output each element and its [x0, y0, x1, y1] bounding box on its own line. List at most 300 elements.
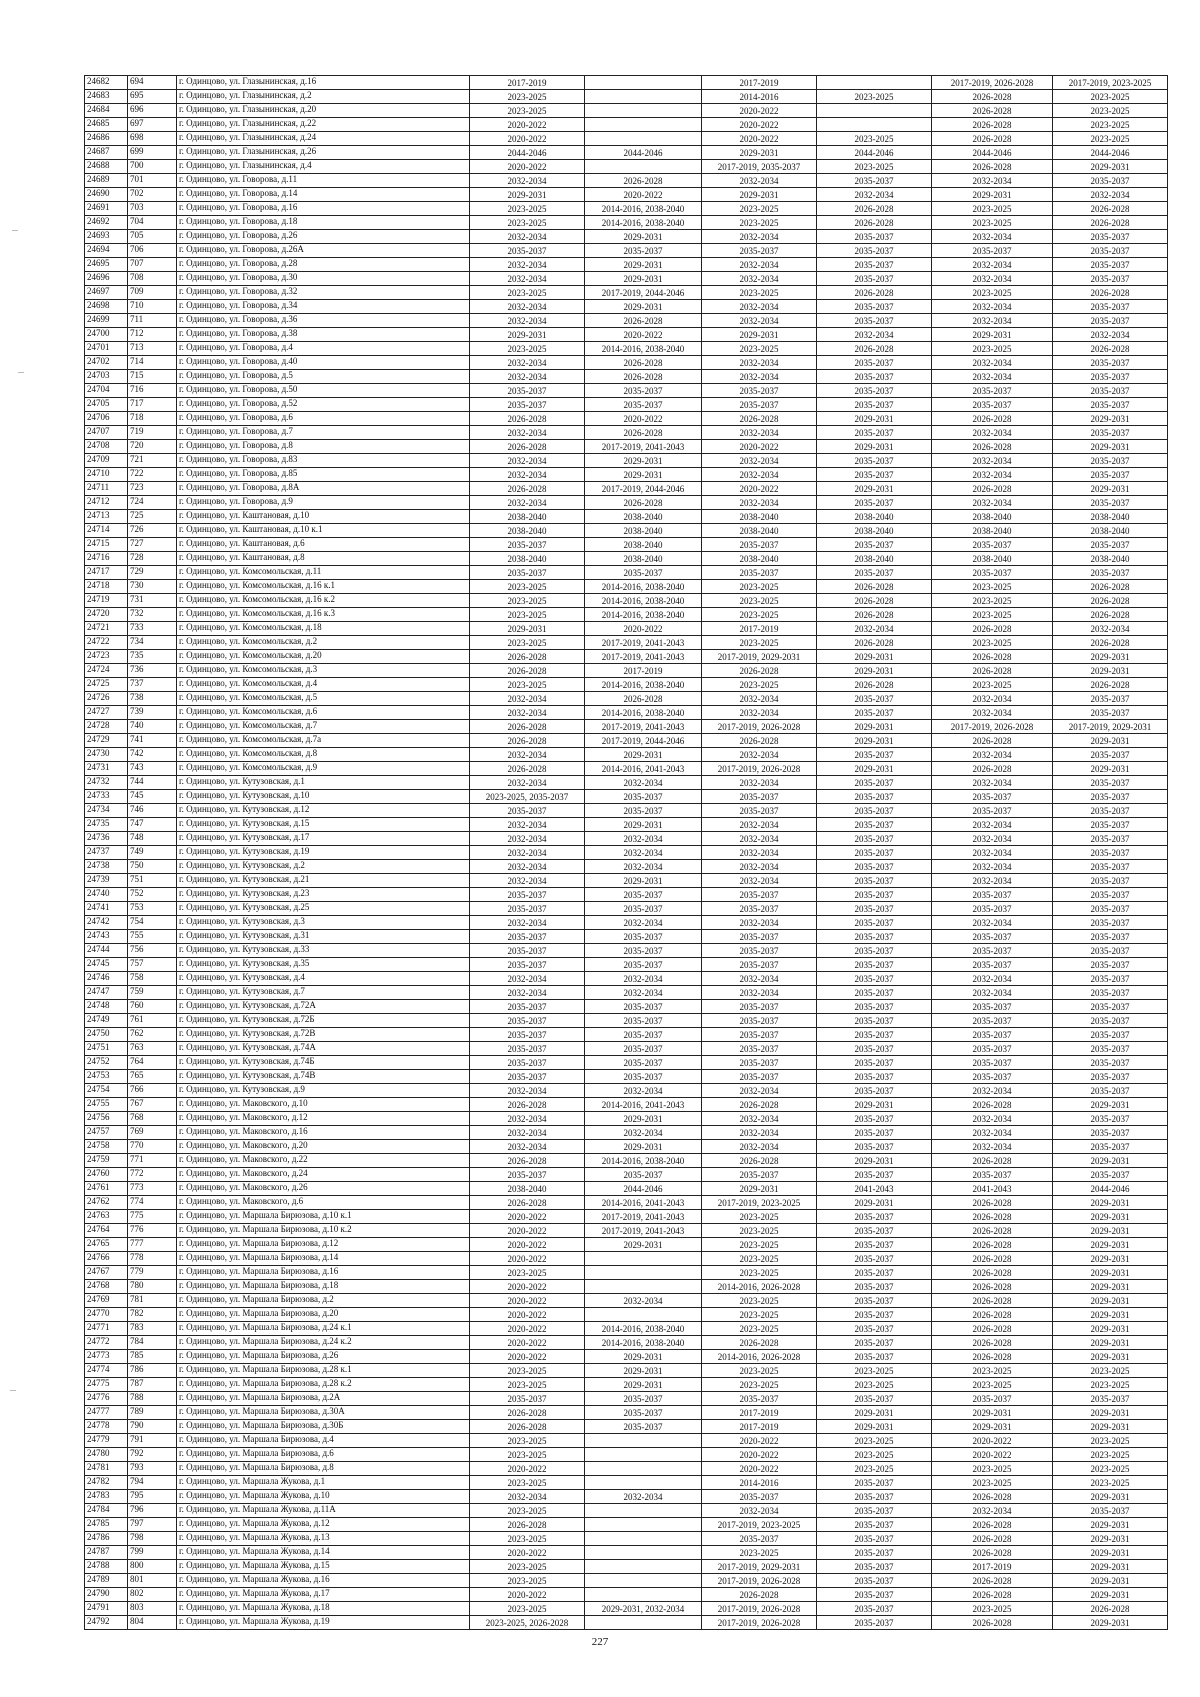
period-col-6-cell: [1053, 1336, 1168, 1350]
period-col-1-cell: [470, 202, 585, 216]
record-id-cell: [85, 678, 128, 692]
period-col-2-cell: [585, 356, 702, 370]
record-id: 24765: [87, 1238, 110, 1248]
period-col-1: 2026-2028: [507, 1422, 547, 1432]
period-col-4: 2035-2037: [854, 1044, 894, 1054]
record-id-cell: [85, 454, 128, 468]
table-row: [85, 146, 1168, 160]
row-number-cell: [128, 692, 177, 706]
period-col-3: 2017-2019, 2023-2025: [717, 1520, 801, 1530]
row-number-cell: [128, 384, 177, 398]
period-col-3-cell: [702, 762, 817, 776]
period-col-1-cell: [470, 608, 585, 622]
period-col-3-cell: [702, 1000, 817, 1014]
address-cell: [177, 286, 470, 300]
period-col-1: 2020-2022: [507, 1240, 547, 1250]
period-col-6: 2035-2037: [1090, 1044, 1130, 1054]
period-col-4: 2035-2037: [854, 1562, 894, 1572]
period-col-3-cell: [702, 636, 817, 650]
period-col-1: 2035-2037: [507, 904, 547, 914]
period-col-4-cell: [817, 1476, 932, 1490]
address-cell: [177, 818, 470, 832]
period-col-6-cell: [1053, 622, 1168, 636]
row-number-cell: [128, 1308, 177, 1322]
row-number: 804: [130, 1616, 144, 1626]
period-col-1: 2023-2025: [507, 204, 547, 214]
period-col-2: 2029-2031: [623, 1142, 663, 1152]
period-col-6: 2035-2037: [1090, 988, 1130, 998]
row-number-cell: [128, 762, 177, 776]
period-col-3-cell: [702, 650, 817, 664]
period-col-1-cell: [470, 132, 585, 146]
period-col-5: 2023-2025: [972, 610, 1012, 620]
period-col-1: 2023-2025: [507, 1478, 547, 1488]
period-col-3: 2023-2025: [739, 1240, 779, 1250]
period-col-5-cell: [932, 1378, 1053, 1392]
period-col-1-cell: [470, 1014, 585, 1028]
period-col-4-cell: [817, 1042, 932, 1056]
table-row: [85, 1532, 1168, 1546]
record-id-cell: [85, 1252, 128, 1266]
period-col-4-cell: [817, 104, 932, 118]
period-col-5: 2044-2046: [972, 148, 1012, 158]
period-col-1: 2035-2037: [507, 1170, 547, 1180]
period-col-5-cell: [932, 1364, 1053, 1378]
table-row: [85, 958, 1168, 972]
table-row: [85, 440, 1168, 454]
period-col-5-cell: [932, 1294, 1053, 1308]
period-col-6: 2023-2025: [1090, 120, 1130, 130]
period-col-1: 2026-2028: [507, 484, 547, 494]
period-col-6: 2044-2046: [1090, 1184, 1130, 1194]
period-col-3: 2023-2025: [739, 204, 779, 214]
row-number: 728: [130, 552, 144, 562]
row-number: 709: [130, 286, 144, 296]
row-number: 756: [130, 944, 144, 954]
period-col-6: 2029-2031: [1090, 1310, 1130, 1320]
address: г. Одинцово, ул. Кутузовская, д.17: [179, 832, 310, 842]
period-col-3: 2035-2037: [739, 1072, 779, 1082]
period-col-3: 2017-2019, 2026-2028: [717, 722, 801, 732]
address-cell: [177, 1168, 470, 1182]
period-col-5-cell: [932, 510, 1053, 524]
record-id: 24697: [87, 286, 110, 296]
period-col-3: 2023-2025: [739, 582, 779, 592]
address-cell: [177, 664, 470, 678]
period-col-2: 2032-2034: [623, 1128, 663, 1138]
period-col-5: 2035-2037: [972, 568, 1012, 578]
period-col-2-cell: [585, 1602, 702, 1616]
period-col-4: 2029-2031: [854, 722, 894, 732]
period-col-3-cell: [702, 818, 817, 832]
period-col-3: 2023-2025: [739, 596, 779, 606]
record-id-cell: [85, 986, 128, 1000]
period-col-6: 2029-2031: [1090, 1296, 1130, 1306]
period-col-1: 2032-2034: [507, 274, 547, 284]
row-number-cell: [128, 706, 177, 720]
table-row: [85, 916, 1168, 930]
period-col-6: 2029-2031: [1090, 1352, 1130, 1362]
period-col-5: 2032-2034: [972, 750, 1012, 760]
period-col-4: 2026-2028: [854, 680, 894, 690]
address-cell: [177, 1070, 470, 1084]
period-col-6: 2029-2031: [1090, 442, 1130, 452]
period-col-6-cell: [1053, 734, 1168, 748]
period-col-6-cell: [1053, 524, 1168, 538]
period-col-6: 2035-2037: [1090, 302, 1130, 312]
scan-artifact: [10, 1390, 16, 1391]
record-id-cell: [85, 1532, 128, 1546]
period-col-4: 2035-2037: [854, 1240, 894, 1250]
period-col-3: 2029-2031: [739, 148, 779, 158]
period-col-5: 2032-2034: [972, 456, 1012, 466]
period-col-2-cell: [585, 1196, 702, 1210]
period-col-2: 2029-2031: [623, 1366, 663, 1376]
period-col-1: 2020-2022: [507, 1226, 547, 1236]
period-col-5-cell: [932, 902, 1053, 916]
address: г. Одинцово, ул. Говорова, д.8А: [179, 482, 300, 492]
row-number: 802: [130, 1588, 144, 1598]
period-col-5: 2023-2025: [972, 638, 1012, 648]
row-number: 716: [130, 384, 144, 394]
period-col-5-cell: [932, 1336, 1053, 1350]
period-col-5: 2029-2031: [972, 330, 1012, 340]
row-number-cell: [128, 622, 177, 636]
address-cell: [177, 524, 470, 538]
record-id: 24790: [87, 1588, 110, 1598]
table-row: [85, 832, 1168, 846]
period-col-1-cell: [470, 860, 585, 874]
period-col-6: 2035-2037: [1090, 1142, 1130, 1152]
address-cell: [177, 1000, 470, 1014]
period-col-1-cell: [470, 1266, 585, 1280]
period-col-3-cell: [702, 1056, 817, 1070]
period-col-1-cell: [470, 1308, 585, 1322]
period-col-6: 2029-2031: [1090, 1212, 1130, 1222]
period-col-2-cell: [585, 622, 702, 636]
period-col-2: 2038-2040: [623, 512, 663, 522]
row-number-cell: [128, 482, 177, 496]
record-id: 24779: [87, 1434, 110, 1444]
period-col-1: 2023-2025: [507, 1604, 547, 1614]
period-col-4-cell: [817, 510, 932, 524]
period-col-1: 2032-2034: [507, 1492, 547, 1502]
period-col-6-cell: [1053, 1308, 1168, 1322]
record-id-cell: [85, 300, 128, 314]
period-col-4: 2035-2037: [854, 498, 894, 508]
row-number-cell: [128, 1322, 177, 1336]
period-col-5: 2023-2025: [972, 204, 1012, 214]
record-id-cell: [85, 566, 128, 580]
period-col-1: 2023-2025: [507, 1576, 547, 1586]
record-id: 24786: [87, 1532, 110, 1542]
period-col-5: 2026-2028: [972, 1576, 1012, 1586]
period-col-5-cell: [932, 370, 1053, 384]
period-col-4: 2035-2037: [854, 260, 894, 270]
period-col-1-cell: [470, 258, 585, 272]
period-col-3-cell: [702, 552, 817, 566]
period-col-2-cell: [585, 860, 702, 874]
period-col-1: 2023-2025: [507, 1534, 547, 1544]
table-row: [85, 986, 1168, 1000]
table-row: [85, 426, 1168, 440]
period-col-6-cell: [1053, 1266, 1168, 1280]
period-col-6-cell: [1053, 426, 1168, 440]
record-id-cell: [85, 1224, 128, 1238]
period-col-1-cell: [470, 300, 585, 314]
period-col-2-cell: [585, 1434, 702, 1448]
period-col-2-cell: [585, 1448, 702, 1462]
period-col-2: 2029-2031: [623, 876, 663, 886]
period-col-1-cell: [470, 1602, 585, 1616]
period-col-2-cell: [585, 440, 702, 454]
row-number-cell: [128, 1490, 177, 1504]
period-col-2: 2014-2016, 2038-2040: [601, 344, 685, 354]
record-id: 24768: [87, 1280, 110, 1290]
period-col-5: 2032-2034: [972, 918, 1012, 928]
period-col-1-cell: [470, 748, 585, 762]
period-col-4: 2029-2031: [854, 1156, 894, 1166]
period-col-6-cell: [1053, 594, 1168, 608]
period-col-3: 2020-2022: [739, 134, 779, 144]
period-col-2: 2014-2016, 2041-2043: [601, 1198, 685, 1208]
period-col-6: 2035-2037: [1090, 386, 1130, 396]
period-col-3-cell: [702, 1392, 817, 1406]
period-col-1: 2023-2025: [507, 638, 547, 648]
period-col-1-cell: [470, 244, 585, 258]
row-number-cell: [128, 1602, 177, 1616]
table-row: [85, 1434, 1168, 1448]
record-id: 24770: [87, 1308, 110, 1318]
address-cell: [177, 314, 470, 328]
period-col-4: 2029-2031: [854, 736, 894, 746]
record-id: 24788: [87, 1560, 110, 1570]
record-id: 24692: [87, 216, 110, 226]
address-cell: [177, 272, 470, 286]
period-col-2-cell: [585, 524, 702, 538]
period-col-3: 2017-2019, 2029-2031: [717, 652, 801, 662]
period-col-2-cell: [585, 1560, 702, 1574]
period-col-4-cell: [817, 314, 932, 328]
row-number-cell: [128, 1588, 177, 1602]
period-col-4: 2035-2037: [854, 456, 894, 466]
period-col-4-cell: [817, 958, 932, 972]
period-col-3: 2035-2037: [739, 1044, 779, 1054]
period-col-3-cell: [702, 580, 817, 594]
period-col-4: 2035-2037: [854, 1338, 894, 1348]
table-row: [85, 482, 1168, 496]
period-col-3-cell: [702, 1406, 817, 1420]
address: г. Одинцово, ул. Кутузовская, д.2: [179, 860, 305, 870]
row-number-cell: [128, 1000, 177, 1014]
table-row: [85, 314, 1168, 328]
period-col-4: 2035-2037: [854, 918, 894, 928]
table-row: [85, 412, 1168, 426]
period-col-4: 2023-2025: [854, 1366, 894, 1376]
period-col-6-cell: [1053, 412, 1168, 426]
record-id-cell: [85, 482, 128, 496]
period-col-6: 2023-2025: [1090, 1464, 1130, 1474]
record-id: 24714: [87, 524, 110, 534]
address: г. Одинцово, ул. Маршала Жукова, д.1: [179, 1476, 326, 1486]
period-col-5-cell: [932, 608, 1053, 622]
period-col-2-cell: [585, 1322, 702, 1336]
table-row: [85, 1322, 1168, 1336]
period-col-5: 2026-2028: [972, 652, 1012, 662]
period-col-6-cell: [1053, 1504, 1168, 1518]
period-col-3-cell: [702, 748, 817, 762]
period-col-5-cell: [932, 748, 1053, 762]
period-col-2-cell: [585, 1574, 702, 1588]
period-col-3: 2035-2037: [739, 960, 779, 970]
period-col-6-cell: [1053, 1434, 1168, 1448]
period-col-1-cell: [470, 1238, 585, 1252]
period-col-6: 2035-2037: [1090, 1114, 1130, 1124]
period-col-1: 2023-2025: [507, 218, 547, 228]
table-row: [85, 1084, 1168, 1098]
period-col-3: 2035-2037: [739, 1170, 779, 1180]
period-col-6: 2035-2037: [1090, 946, 1130, 956]
period-col-6-cell: [1053, 790, 1168, 804]
period-col-5: 2035-2037: [972, 1394, 1012, 1404]
record-id-cell: [85, 832, 128, 846]
period-col-3-cell: [702, 902, 817, 916]
period-col-1-cell: [470, 1350, 585, 1364]
period-col-2: 2035-2037: [623, 568, 663, 578]
period-col-5: 2023-2025: [972, 344, 1012, 354]
period-col-5: 2026-2028: [972, 1310, 1012, 1320]
period-col-3: 2038-2040: [739, 512, 779, 522]
table-row: [85, 636, 1168, 650]
row-number-cell: [128, 1196, 177, 1210]
period-col-2-cell: [585, 118, 702, 132]
period-col-4: 2035-2037: [854, 1002, 894, 1012]
period-col-6: 2035-2037: [1090, 904, 1130, 914]
period-col-6: 2035-2037: [1090, 358, 1130, 368]
period-col-5-cell: [932, 1532, 1053, 1546]
table-row: [85, 888, 1168, 902]
period-col-5: 2038-2040: [972, 512, 1012, 522]
address: г. Одинцово, ул. Кутузовская, д.10: [179, 790, 310, 800]
period-col-4-cell: [817, 860, 932, 874]
row-number-cell: [128, 874, 177, 888]
period-col-6-cell: [1053, 132, 1168, 146]
period-col-2-cell: [585, 1098, 702, 1112]
period-col-3-cell: [702, 1532, 817, 1546]
period-col-3: 2032-2034: [739, 470, 779, 480]
period-col-2-cell: [585, 1000, 702, 1014]
record-id: 24732: [87, 776, 110, 786]
period-col-4: 2035-2037: [854, 1590, 894, 1600]
period-col-5: 2032-2034: [972, 862, 1012, 872]
table-row: [85, 76, 1168, 90]
period-col-6-cell: [1053, 440, 1168, 454]
period-col-3: 2023-2025: [739, 610, 779, 620]
period-col-5: 2032-2034: [972, 820, 1012, 830]
period-col-4-cell: [817, 90, 932, 104]
record-id: 24688: [87, 160, 110, 170]
period-col-4: 2035-2037: [854, 932, 894, 942]
period-col-5-cell: [932, 384, 1053, 398]
row-number: 694: [130, 76, 144, 86]
period-col-3-cell: [702, 398, 817, 412]
row-number-cell: [128, 76, 177, 90]
period-col-1-cell: [470, 1420, 585, 1434]
address: г. Одинцово, ул. Кутузовская, д.21: [179, 874, 310, 884]
record-id: 24721: [87, 622, 110, 632]
period-col-4-cell: [817, 118, 932, 132]
period-col-6: 2029-2031: [1090, 764, 1130, 774]
record-id: 24760: [87, 1168, 110, 1178]
period-col-1: 2038-2040: [507, 554, 547, 564]
period-col-6-cell: [1053, 1182, 1168, 1196]
period-col-1: 2026-2028: [507, 1156, 547, 1166]
address-cell: [177, 1574, 470, 1588]
address-cell: [177, 300, 470, 314]
record-id-cell: [85, 1462, 128, 1476]
period-col-6-cell: [1053, 1154, 1168, 1168]
period-col-4-cell: [817, 1322, 932, 1336]
address: г. Одинцово, ул. Комсомольская, д.5: [179, 692, 318, 702]
period-col-6: 2029-2031: [1090, 1492, 1130, 1502]
address-cell: [177, 1504, 470, 1518]
table-row: [85, 454, 1168, 468]
period-col-5-cell: [932, 580, 1053, 594]
period-col-3-cell: [702, 608, 817, 622]
address: г. Одинцово, ул. Говорова, д.7: [179, 426, 293, 436]
address-cell: [177, 118, 470, 132]
period-col-1-cell: [470, 972, 585, 986]
record-id-cell: [85, 916, 128, 930]
period-col-5: 2032-2034: [972, 358, 1012, 368]
row-number: 795: [130, 1490, 144, 1500]
period-col-4: 2035-2037: [854, 750, 894, 760]
record-id: 24775: [87, 1378, 110, 1388]
row-number-cell: [128, 1154, 177, 1168]
period-col-3-cell: [702, 1168, 817, 1182]
period-col-3-cell: [702, 1574, 817, 1588]
period-col-1-cell: [470, 230, 585, 244]
period-col-4-cell: [817, 1210, 932, 1224]
period-col-5-cell: [932, 706, 1053, 720]
record-id-cell: [85, 384, 128, 398]
period-col-1-cell: [470, 622, 585, 636]
period-col-2: 2014-2016, 2038-2040: [601, 1156, 685, 1166]
table-row: [85, 1378, 1168, 1392]
period-col-4-cell: [817, 454, 932, 468]
period-col-6: 2029-2031: [1090, 1520, 1130, 1530]
period-col-4: 2035-2037: [854, 806, 894, 816]
address: г. Одинцово, ул. Комсомольская, д.6: [179, 706, 318, 716]
period-col-3-cell: [702, 1238, 817, 1252]
address-cell: [177, 986, 470, 1000]
period-col-6-cell: [1053, 1294, 1168, 1308]
period-col-4-cell: [817, 1392, 932, 1406]
period-col-4-cell: [817, 286, 932, 300]
address: г. Одинцово, ул. Маршала Жукова, д.12: [179, 1518, 330, 1528]
row-number-cell: [128, 1112, 177, 1126]
period-col-5: 2035-2037: [972, 400, 1012, 410]
period-col-5-cell: [932, 720, 1053, 734]
period-col-4: 2023-2025: [854, 134, 894, 144]
table-row: [85, 118, 1168, 132]
period-col-2: 2032-2034: [623, 1086, 663, 1096]
period-col-1: 2032-2034: [507, 862, 547, 872]
period-col-6: 2035-2037: [1090, 540, 1130, 550]
table-row: [85, 370, 1168, 384]
table-row: [85, 538, 1168, 552]
period-col-4-cell: [817, 1294, 932, 1308]
